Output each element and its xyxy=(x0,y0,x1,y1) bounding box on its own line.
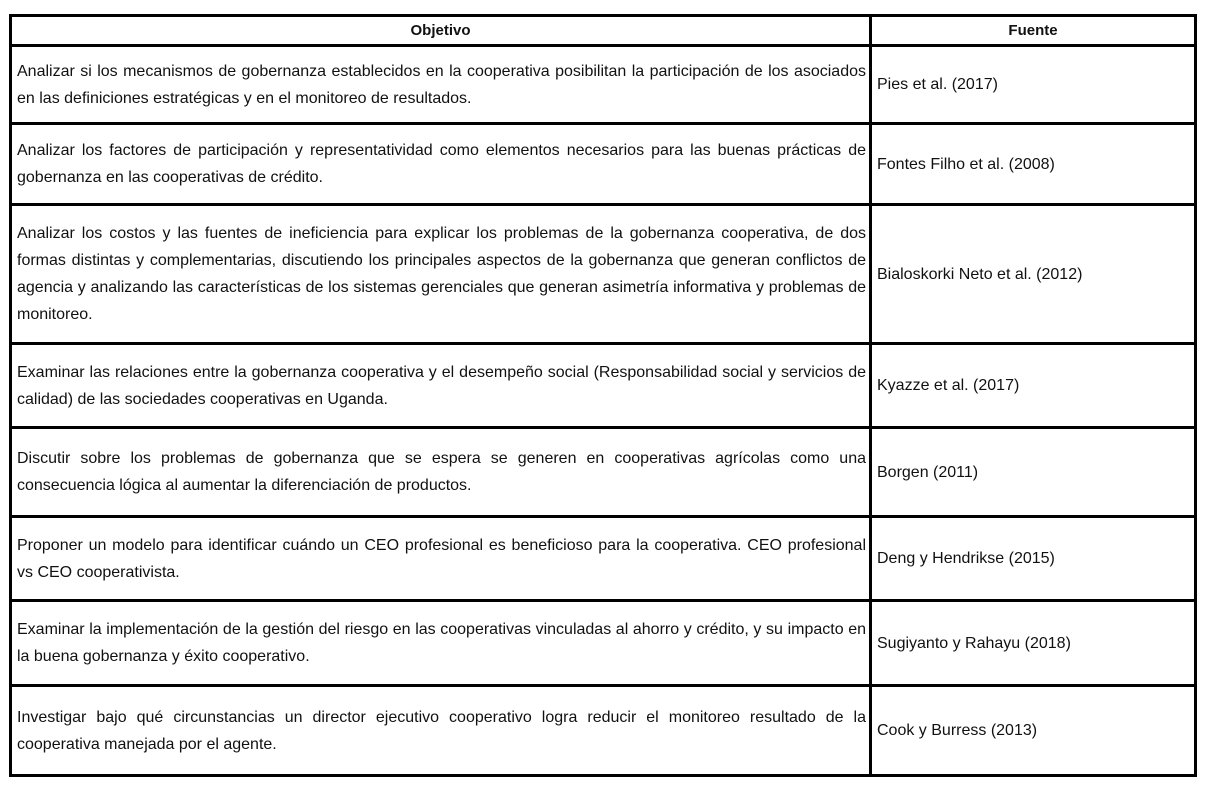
objective-cell: Proponer un modelo para identificar cuándo un CEO profesional es beneficioso para la cooperativa. CEO profesional vs CEO cooperativista. xyxy=(11,517,871,601)
source-cell: Kyazze et al. (2017) xyxy=(871,344,1196,428)
source-cell: Cook y Burress (2013) xyxy=(871,686,1196,776)
objective-cell: Examinar las relaciones entre la gobernanza cooperativa y el desempeño social (Responsabilidad social y servicios de calidad) de las sociedades cooperativas en Uganda. xyxy=(11,344,871,428)
objective-cell: Analizar los factores de participación y representatividad como elementos necesarios para las buenas prácticas de gobernanza en las cooperativas de crédito. xyxy=(11,124,871,205)
objectives-table xyxy=(9,14,1197,777)
source-cell: Sugiyanto y Rahayu (2018) xyxy=(871,601,1196,686)
table-row xyxy=(11,205,1196,344)
table-row xyxy=(11,46,1196,124)
table-row xyxy=(11,601,1196,686)
table-row xyxy=(11,686,1196,776)
source-cell: Fontes Filho et al. (2008) xyxy=(871,124,1196,205)
table-row xyxy=(11,124,1196,205)
header-row xyxy=(11,16,1196,46)
objective-cell: Analizar los costos y las fuentes de ineficiencia para explicar los problemas de la gobernanza cooperativa, de dos formas distintas y complementarias, discutiendo los principales aspectos de la gobernanza que generan conflictos de agencia y analizando las características de los sistemas gerenciales que generan asimetría informativa y problemas de monitoreo. xyxy=(11,205,871,344)
source-cell: Deng y Hendrikse (2015) xyxy=(871,517,1196,601)
header-source: Fuente xyxy=(871,16,1196,46)
objective-cell: Discutir sobre los problemas de gobernanza que se espera se generen en cooperativas agrícolas como una consecuencia lógica al aumentar la diferenciación de productos. xyxy=(11,428,871,517)
source-cell: Bialoskorki Neto et al. (2012) xyxy=(871,205,1196,344)
table-row xyxy=(11,517,1196,601)
header-objective: Objetivo xyxy=(11,16,871,46)
source-cell: Borgen (2011) xyxy=(871,428,1196,517)
source-cell: Pies et al. (2017) xyxy=(871,46,1196,124)
objective-cell: Analizar si los mecanismos de gobernanza establecidos en la cooperativa posibilitan la participación de los asociados en las definiciones estratégicas y en el monitoreo de resultados. xyxy=(11,46,871,124)
table-row xyxy=(11,428,1196,517)
objective-cell: Examinar la implementación de la gestión del riesgo en las cooperativas vinculadas al ahorro y crédito, y su impacto en la buena gobernanza y éxito cooperativo. xyxy=(11,601,871,686)
table-row xyxy=(11,344,1196,428)
objective-cell: Investigar bajo qué circunstancias un director ejecutivo cooperativo logra reducir el monitoreo resultado de la cooperativa manejada por el agente. xyxy=(11,686,871,776)
